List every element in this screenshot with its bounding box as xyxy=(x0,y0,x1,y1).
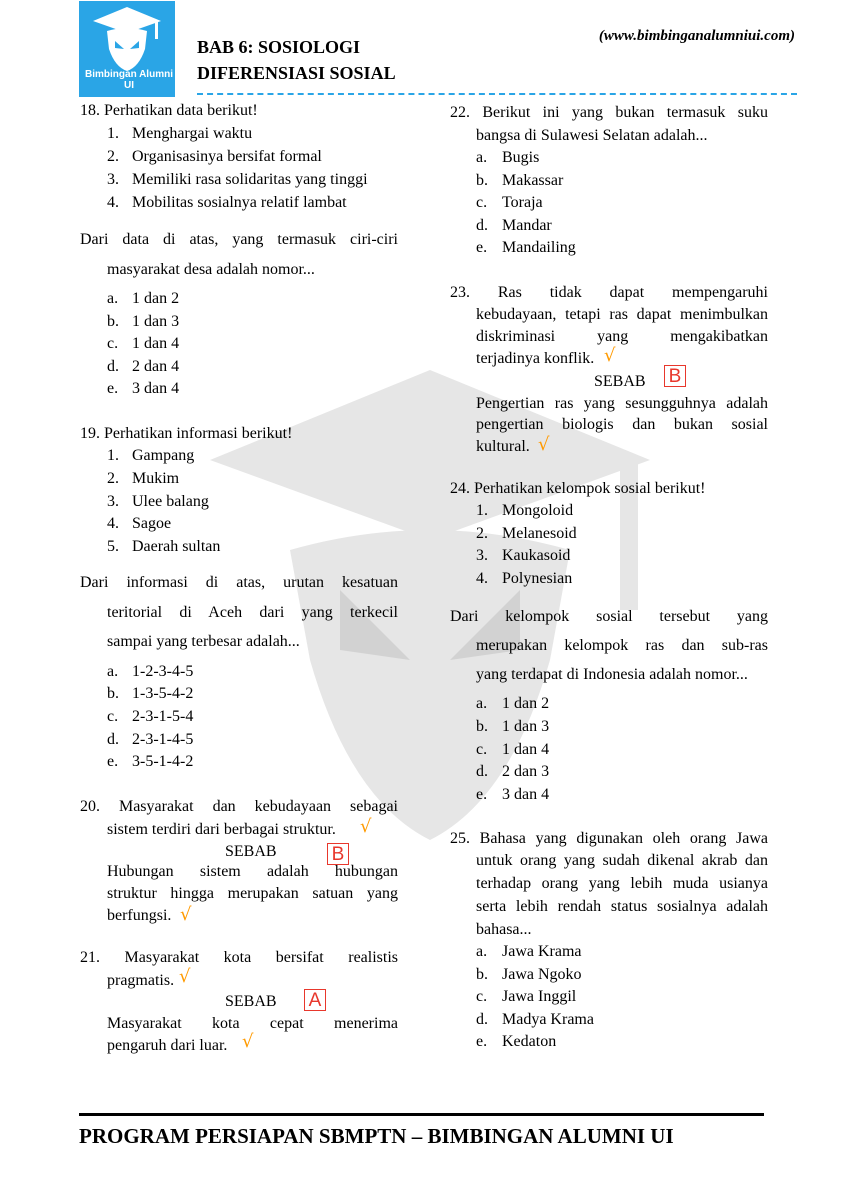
list-number: 1. xyxy=(107,447,119,464)
q20-reason: struktur hingga merupakan satuan yang xyxy=(107,885,398,902)
list-number: 3. xyxy=(476,547,488,564)
list-item: Mobilitas sosialnya relatif lambat xyxy=(132,194,347,211)
option-letter: e. xyxy=(476,786,488,803)
q19-question: Dari informasi di atas, urutan kesatuan xyxy=(80,574,398,591)
q23-reason: kultural. xyxy=(476,438,530,455)
option-letter: b. xyxy=(476,718,488,735)
option-letter: a. xyxy=(476,695,488,712)
option-letter: e. xyxy=(476,239,488,256)
option-text: 2-3-1-4-5 xyxy=(132,731,194,748)
list-item: Memiliki rasa solidaritas yang tinggi xyxy=(132,171,368,188)
q25-stem: 25. Bahasa yang digunakan oleh orang Jawa xyxy=(450,830,768,847)
list-item: Polynesian xyxy=(502,570,573,587)
q22-stem: bangsa di Sulawesi Selatan adalah... xyxy=(476,127,708,144)
option-letter: c. xyxy=(476,741,488,758)
q25-stem: untuk orang yang sudah dikenal akrab dan xyxy=(476,852,768,869)
q23-statement: diskriminasi yang mengakibatkan xyxy=(476,328,768,345)
check-icon: √ xyxy=(360,816,372,837)
list-number: 1. xyxy=(476,502,488,519)
q23-statement: 23. Ras tidak dapat mempengaruhi xyxy=(450,284,768,301)
option-text: 1 dan 4 xyxy=(132,335,180,352)
q25-stem: terhadap orang yang lebih muda usianya xyxy=(476,875,768,892)
option-letter: b. xyxy=(476,172,488,189)
option-text: Bugis xyxy=(502,149,540,166)
option-letter: e. xyxy=(107,753,119,770)
q23-reason: pengertian biologis dan bukan sosial xyxy=(476,416,768,433)
check-icon: √ xyxy=(538,434,550,455)
q20-statement: 20. Masyarakat dan kebudayaan sebagai xyxy=(80,798,398,815)
q25-stem: bahasa... xyxy=(476,921,532,938)
q21-statement: pragmatis. xyxy=(107,972,175,989)
option-letter: a. xyxy=(476,149,488,166)
list-number: 2. xyxy=(107,470,119,487)
q19-question: teritorial di Aceh dari yang terkecil xyxy=(107,604,398,621)
q22-stem: 22. Berikut ini yang bukan termasuk suku xyxy=(450,104,768,121)
option-text: Toraja xyxy=(502,194,543,211)
correct-option-text: 1-2-3-4-5 xyxy=(132,663,194,680)
option-text: Jawa Krama xyxy=(502,943,582,960)
q23-statement: kebudayaan, tetapi ras dapat menimbulkan xyxy=(476,306,768,323)
check-icon: √ xyxy=(242,1031,254,1052)
list-item: Ulee balang xyxy=(132,493,209,510)
option-text: Jawa Inggil xyxy=(502,988,577,1005)
sebab-label: SEBAB xyxy=(225,843,277,860)
chapter-title: BAB 6: SOSIOLOGI xyxy=(197,37,361,57)
option-letter: b. xyxy=(107,685,119,702)
check-icon: √ xyxy=(179,966,191,987)
correct-option-text: 3 dan 4 xyxy=(132,380,180,397)
option-text: Madya Krama xyxy=(502,1011,594,1028)
option-text: 2-3-1-5-4 xyxy=(132,708,194,725)
graduate-logo-icon xyxy=(79,1,175,75)
sebab-label: SEBAB xyxy=(225,993,277,1010)
q25-stem: serta lebih rendah status sosialnya adalah xyxy=(476,898,768,915)
correct-option-text: Mandailing xyxy=(502,239,576,256)
option-letter: c. xyxy=(107,335,119,352)
q21-reason: Masyarakat kota cepat menerima xyxy=(107,1015,398,1032)
list-number: 5. xyxy=(107,538,119,555)
q19-stem: 19. Perhatikan informasi berikut! xyxy=(80,425,293,442)
q20-statement: sistem terdiri dari berbagai struktur. xyxy=(107,821,336,838)
list-number: 4. xyxy=(476,570,488,587)
q21-reason: pengaruh dari luar. xyxy=(107,1037,228,1054)
check-icon: √ xyxy=(604,345,616,366)
option-letter: c. xyxy=(107,708,119,725)
logo-text: Bimbingan Alumni UI xyxy=(85,69,173,91)
q24-question: merupakan kelompok ras dan sub-ras xyxy=(476,637,768,654)
q24-question: Dari kelompok sosial tersebut yang xyxy=(450,608,768,625)
q20-reason: Hubungan sistem adalah hubungan xyxy=(107,863,398,880)
list-number: 4. xyxy=(107,194,119,211)
list-item: Daerah sultan xyxy=(132,538,221,555)
option-text: 2 dan 3 xyxy=(502,763,550,780)
option-letter: b. xyxy=(476,966,488,983)
correct-option-text: 1 dan 2 xyxy=(502,695,550,712)
option-text: Kedaton xyxy=(502,1033,557,1050)
answer-mark: A xyxy=(304,989,326,1011)
list-number: 3. xyxy=(107,493,119,510)
option-text: 3 dan 4 xyxy=(502,786,550,803)
list-number: 4. xyxy=(107,515,119,532)
header-divider xyxy=(197,93,797,95)
option-text: 1 dan 3 xyxy=(132,313,180,330)
option-letter: d. xyxy=(476,763,488,780)
list-item: Gampang xyxy=(132,447,195,464)
check-icon: √ xyxy=(180,904,192,925)
list-item: Kaukasoid xyxy=(502,547,571,564)
answer-mark: B xyxy=(664,365,686,387)
q19-question: sampai yang terbesar adalah... xyxy=(107,633,300,650)
option-letter: e. xyxy=(107,380,119,397)
option-letter: a. xyxy=(107,663,119,680)
logo xyxy=(79,1,175,97)
option-text: 2 dan 4 xyxy=(132,358,180,375)
q18-stem: 18. Perhatikan data berikut! xyxy=(80,102,258,119)
option-text: 1 dan 4 xyxy=(502,741,550,758)
answer-mark: B xyxy=(327,843,349,865)
q23-statement: terjadinya konflik. xyxy=(476,350,595,367)
list-number: 1. xyxy=(107,125,119,142)
option-letter: a. xyxy=(476,943,488,960)
sebab-label: SEBAB xyxy=(594,373,646,390)
list-item: Melanesoid xyxy=(502,525,577,542)
q21-statement: 21. Masyarakat kota bersifat realistis xyxy=(80,949,398,966)
option-letter: d. xyxy=(476,217,488,234)
list-item: Mukim xyxy=(132,470,180,487)
option-letter: a. xyxy=(107,290,119,307)
list-item: Organisasinya bersifat formal xyxy=(132,148,322,165)
option-letter: e. xyxy=(476,1033,488,1050)
correct-option-text: Jawa Ngoko xyxy=(502,966,582,983)
option-letter: c. xyxy=(476,194,488,211)
list-item: Mongoloid xyxy=(502,502,574,519)
topic-title: DIFERENSIASI SOSIAL xyxy=(197,63,396,83)
q24-question: yang terdapat di Indonesia adalah nomor... xyxy=(476,666,748,683)
option-text: 1 dan 2 xyxy=(132,290,180,307)
option-text: 3-5-1-4-2 xyxy=(132,753,194,770)
footer-text: PROGRAM PERSIAPAN SBMPTN – BIMBINGAN ALUMNI UI xyxy=(79,1124,674,1148)
option-text: 1 dan 3 xyxy=(502,718,550,735)
q18-question: masyarakat desa adalah nomor... xyxy=(107,261,315,278)
q23-reason: Pengertian ras yang sesungguhnya adalah xyxy=(476,395,768,412)
option-text: Makassar xyxy=(502,172,564,189)
list-number: 3. xyxy=(107,171,119,188)
list-item: Sagoe xyxy=(132,515,172,532)
footer-divider xyxy=(79,1113,764,1116)
q24-stem: 24. Perhatikan kelompok sosial berikut! xyxy=(450,480,706,497)
option-letter: d. xyxy=(107,731,119,748)
list-item: Menghargai waktu xyxy=(132,125,253,142)
option-text: Mandar xyxy=(502,217,552,234)
option-letter: d. xyxy=(107,358,119,375)
option-letter: b. xyxy=(107,313,119,330)
q18-question: Dari data di atas, yang termasuk ciri-ciri xyxy=(80,231,398,248)
website-url[interactable]: (www.bimbinganalumniui.com) xyxy=(598,28,795,44)
list-number: 2. xyxy=(476,525,488,542)
option-letter: d. xyxy=(476,1011,488,1028)
option-letter: c. xyxy=(476,988,488,1005)
option-text: 1-3-5-4-2 xyxy=(132,685,194,702)
q20-reason: berfungsi. xyxy=(107,907,172,924)
list-number: 2. xyxy=(107,148,119,165)
